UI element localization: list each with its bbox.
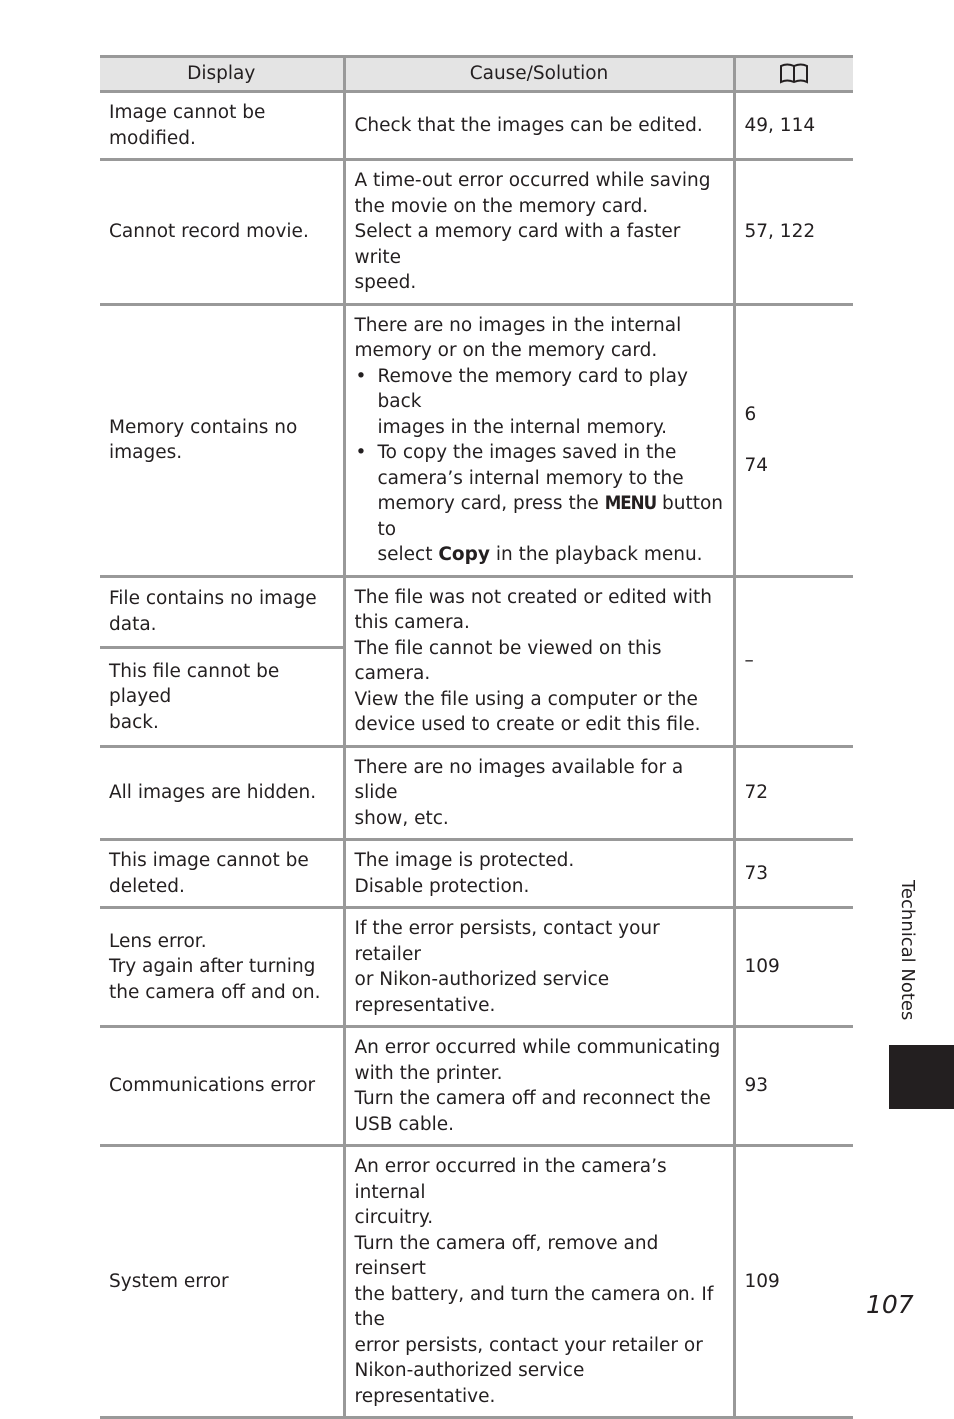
cause-line: memory or on the memory card. xyxy=(354,340,658,361)
bullet-line: Remove the memory card to play back xyxy=(377,365,688,412)
display-cell xyxy=(100,648,344,746)
cause-cell xyxy=(344,1146,734,1418)
display-cell xyxy=(100,1146,344,1418)
reference-cell xyxy=(734,160,853,305)
display-line: System error xyxy=(109,1270,229,1292)
page-ref: 109 xyxy=(744,956,780,978)
display-line: This file cannot be played xyxy=(109,660,280,708)
cause-cell xyxy=(344,304,734,576)
cause-line: Turn the camera off and reconnect the xyxy=(354,1088,711,1109)
display-line: Cannot record movie. xyxy=(109,221,309,242)
text-fragment: select xyxy=(377,544,439,565)
menu-button-icon: MENU xyxy=(604,493,657,514)
bullet-line: images in the internal memory. xyxy=(377,416,668,438)
cause-line: the movie on the memory card. xyxy=(354,195,649,217)
reference-cell xyxy=(734,908,853,1027)
cause-cell xyxy=(344,160,734,305)
page-ref: 72 xyxy=(744,782,769,803)
cause-line: An error occurred while communicating xyxy=(354,1037,721,1058)
cause-line: The file cannot be viewed on this camera. xyxy=(354,637,662,684)
page-ref: 109 xyxy=(744,1270,780,1292)
bullet-line: camera’s internal memory to the xyxy=(377,467,684,489)
cause-line: representative. xyxy=(354,994,496,1016)
reference-cell xyxy=(734,746,853,840)
text-fragment: memory card, press the xyxy=(377,493,605,514)
cause-cell xyxy=(344,746,734,840)
cause-line: The image is protected. xyxy=(354,850,575,871)
table-row xyxy=(100,1027,853,1146)
display-cell xyxy=(100,92,344,160)
display-cell xyxy=(100,1027,344,1146)
display-line: modified. xyxy=(109,127,196,149)
reference-cell xyxy=(734,92,853,160)
text-fragment: button to xyxy=(377,493,723,540)
book-icon xyxy=(779,63,809,85)
bullet-item xyxy=(355,440,725,568)
display-line: File contains no image xyxy=(109,588,317,610)
display-cell xyxy=(100,908,344,1027)
display-line: All images are hidden. xyxy=(109,782,317,803)
cause-cell xyxy=(344,908,734,1027)
table-row xyxy=(100,304,853,576)
display-line: the camera off and on. xyxy=(109,981,321,1003)
cause-line: There are no images available for a slide xyxy=(354,756,684,803)
section-tab-marker xyxy=(889,1045,954,1109)
display-line: Image cannot be xyxy=(109,102,266,123)
display-line: images. xyxy=(109,442,183,463)
cause-cell xyxy=(344,1027,734,1146)
table-row xyxy=(100,1146,853,1418)
display-cell xyxy=(100,840,344,908)
table-row xyxy=(100,908,853,1027)
display-line: Try again after turning xyxy=(109,956,316,978)
display-line: deleted. xyxy=(109,875,185,897)
cause-cell xyxy=(344,840,734,908)
reference-cell xyxy=(734,304,853,576)
header-display: Display xyxy=(100,57,344,92)
cause-line: An error occurred in the camera’s internal xyxy=(354,1156,667,1203)
section-side-label: Technical Notes xyxy=(897,880,918,1021)
reference-cell xyxy=(734,1146,853,1418)
copy-menu-item-label: Copy xyxy=(438,544,490,565)
cause-line: Disable protection. xyxy=(354,875,530,897)
page-ref: 49, 114 xyxy=(744,114,816,136)
header-reference xyxy=(734,57,853,92)
cause-line: If the error persists, contact your retailer xyxy=(354,918,660,965)
cause-line: Nikon-authorized service representative. xyxy=(354,1360,585,1407)
display-cell xyxy=(100,746,344,840)
bullet-item xyxy=(355,364,725,441)
header-cause-solution: Cause/Solution xyxy=(344,57,734,92)
cause-line: device used to create or edit this file. xyxy=(354,714,701,735)
cause-line: speed. xyxy=(354,272,417,293)
reference-cell xyxy=(734,840,853,908)
spacer-line xyxy=(745,427,846,453)
cause-line: USB cable. xyxy=(354,1113,455,1135)
error-message-table xyxy=(100,55,853,1419)
reference-cell xyxy=(734,1027,853,1146)
cause-line: Turn the camera off, remove and reinsert xyxy=(354,1232,659,1279)
cause-line: The file was not created or edited with xyxy=(354,586,712,608)
text-fragment: in the playback menu. xyxy=(489,544,703,565)
page-ref: 93 xyxy=(744,1075,769,1097)
table-row xyxy=(100,840,853,908)
cause-line: show, etc. xyxy=(354,807,449,829)
bullet-dot: • xyxy=(355,365,367,387)
cause-line: Check that the images can be edited. xyxy=(354,114,703,136)
bullet-line: To copy the images saved in the xyxy=(377,442,677,463)
display-line: Memory contains no xyxy=(109,416,298,438)
table-row xyxy=(100,92,853,160)
display-line: back. xyxy=(109,711,159,733)
table-row xyxy=(100,160,853,305)
display-line: Communications error xyxy=(109,1075,316,1097)
page-ref: – xyxy=(744,650,754,672)
bullet-line xyxy=(378,542,725,568)
table-header-row xyxy=(100,57,853,92)
cause-line: or Nikon-authorized service xyxy=(354,969,610,990)
display-cell xyxy=(100,304,344,576)
cause-line: this camera. xyxy=(354,612,470,633)
page-ref: 57, 122 xyxy=(744,221,816,242)
cause-line: A time-out error occurred while saving xyxy=(354,170,711,191)
cause-line: There are no images in the internal xyxy=(354,314,682,336)
cause-line: View the file using a computer or the xyxy=(354,688,698,710)
cause-line: circuitry. xyxy=(354,1207,434,1228)
reference-cell xyxy=(734,576,853,746)
page-number: 107 xyxy=(866,1290,914,1319)
page-ref: 74 xyxy=(744,454,769,476)
bullet-line xyxy=(378,491,725,542)
cause-cell xyxy=(344,576,734,746)
bullet-dot: • xyxy=(355,442,367,463)
display-cell xyxy=(100,160,344,305)
display-line: Lens error. xyxy=(109,930,207,952)
cause-line: error persists, contact your retailer or xyxy=(354,1334,703,1356)
display-cell xyxy=(100,576,344,648)
cause-line: with the printer. xyxy=(354,1062,503,1084)
table-row xyxy=(100,576,853,648)
cause-cell xyxy=(344,92,734,160)
display-line: data. xyxy=(109,613,157,635)
page-ref: 73 xyxy=(744,862,769,884)
cause-line: Select a memory card with a faster write xyxy=(354,221,681,268)
page-ref: 6 xyxy=(744,403,757,425)
cause-line: the battery, and turn the camera on. If the xyxy=(354,1283,714,1330)
display-line: This image cannot be xyxy=(109,850,309,871)
table-row xyxy=(100,746,853,840)
